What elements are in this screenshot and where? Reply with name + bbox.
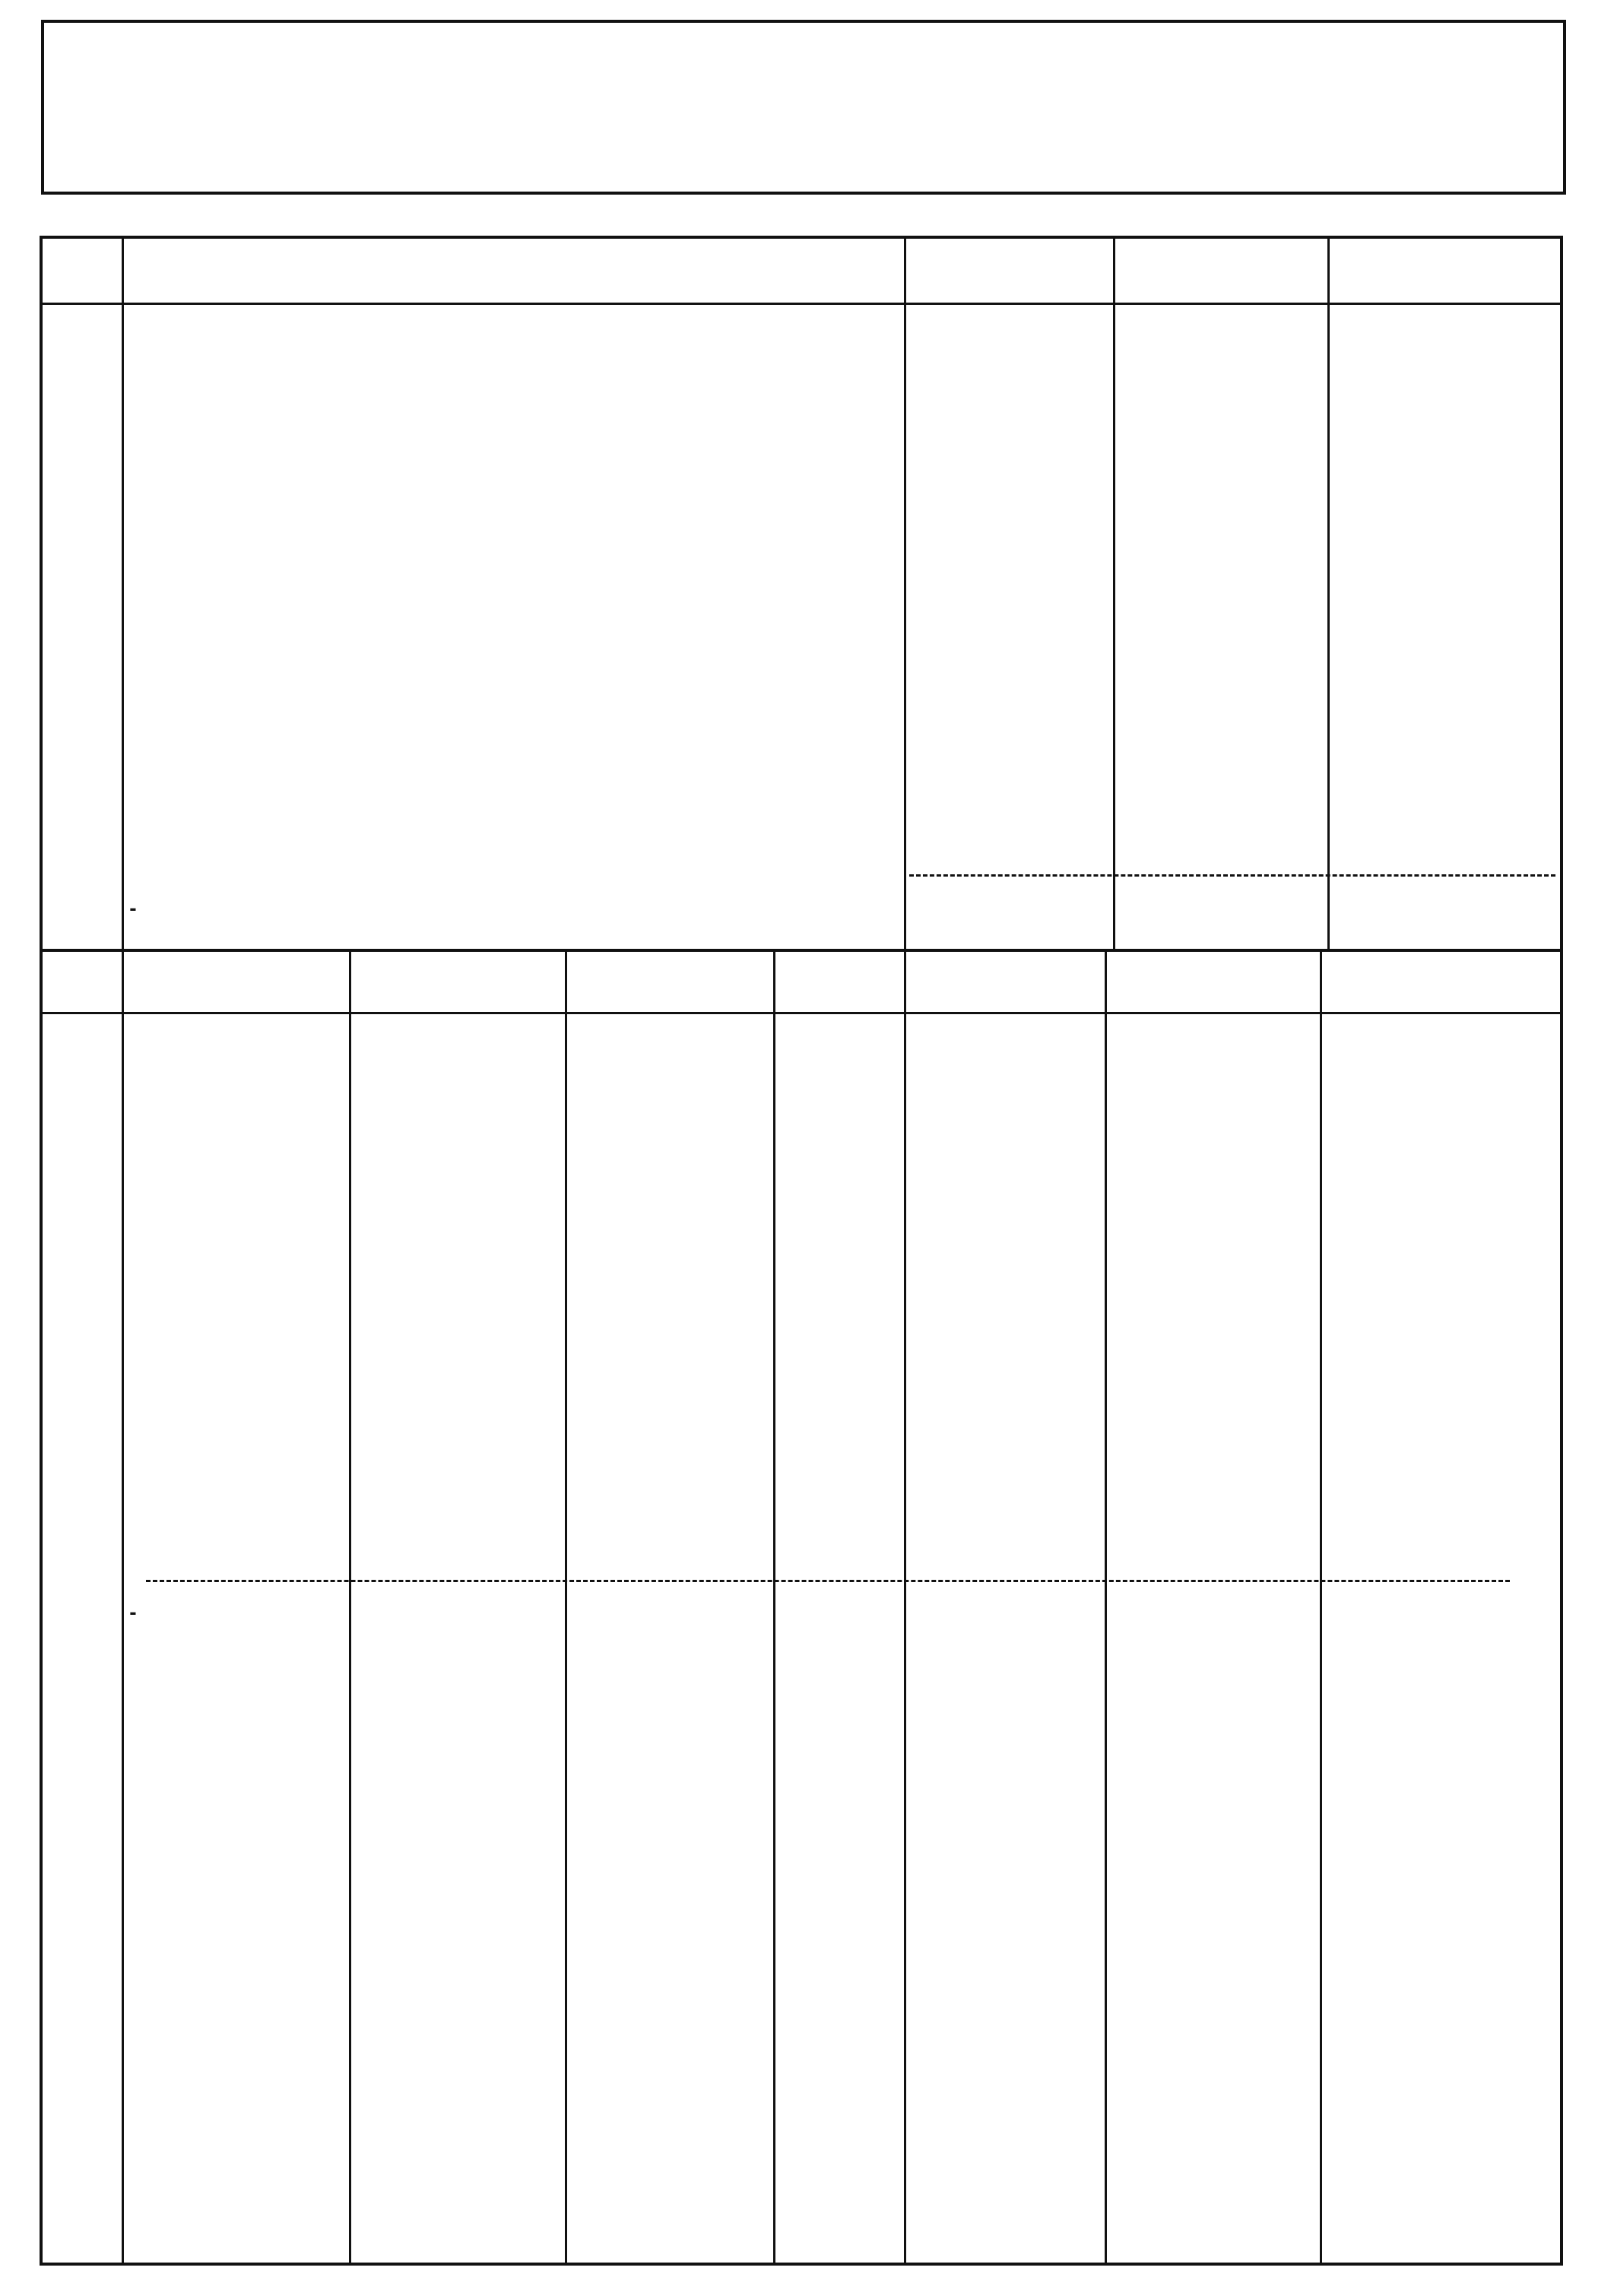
bottom-col-divider-09 [1320,950,1322,2266]
bottom-totals-dashed-rule [146,1580,1510,1582]
bottom-totals-dash: - [128,1603,138,1623]
top-totals-dash: - [128,899,138,919]
header-box [41,20,1566,195]
bottom-col-divider-04 [349,950,351,2266]
summary-table [40,236,1563,2266]
bottom-header-rule [43,1012,1560,1014]
bottom-col-divider-05 [565,950,567,2266]
bottom-col-divider-06 [773,950,775,2266]
section-divider [43,949,1560,952]
bottom-col-divider-08 [1105,950,1107,2266]
top-col-divider-03 [1327,239,1330,949]
top-col-divider-02 [1113,239,1115,949]
code-column-divider [122,239,124,2266]
top-col-divider-01 [904,239,906,949]
top-totals-dashed-rule [909,874,1555,877]
bottom-col-divider-07 [904,950,906,2266]
top-header-rule [43,303,1560,305]
